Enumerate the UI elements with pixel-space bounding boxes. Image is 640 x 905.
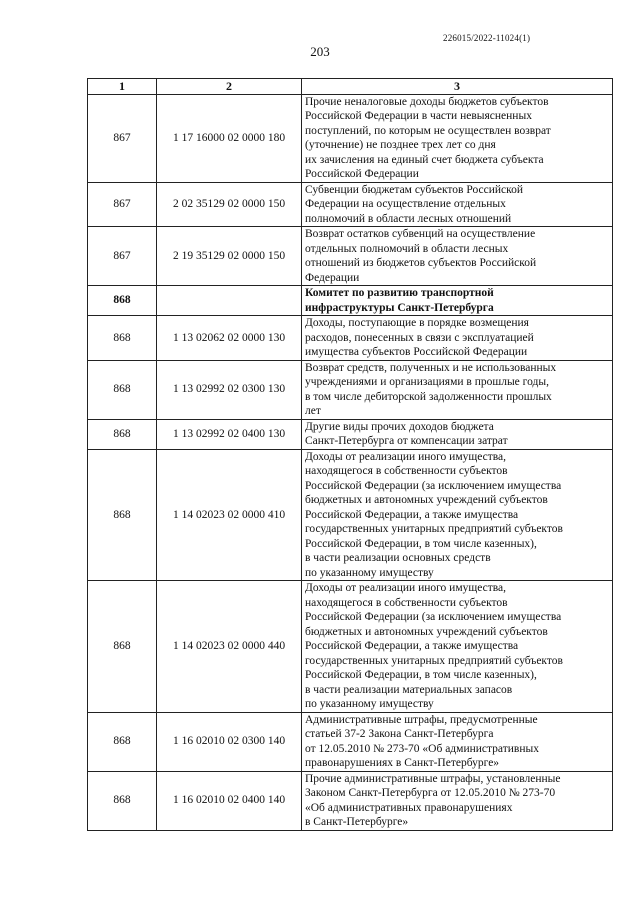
table-row [88,227,613,286]
budget-codes-table [87,78,613,831]
table-body [88,94,613,830]
admin-code-cell: 868 [88,360,157,419]
admin-code-cell: 867 [88,227,157,286]
table-row [88,581,613,713]
budget-classification-code-cell: 1 14 02023 02 0000 410 [157,449,302,581]
admin-code-cell: 868 [88,316,157,361]
budget-classification-code-cell: 1 17 16000 02 0000 180 [157,94,302,182]
income-description-cell: Административные штрафы, предусмотренные статьей 37-2 Закона Санкт-Петербурга от 12.05.2010 № 273-70 «Об административных правонарушениях в Санкт-Петербурге» [302,712,613,771]
document-id: 226015/2022-11024(1) [443,33,531,43]
table-row [88,771,613,830]
table-row [88,316,613,361]
admin-code-cell: 868 [88,419,157,449]
table-row [88,712,613,771]
budget-classification-code-cell: 1 13 02992 02 0300 130 [157,360,302,419]
budget-classification-code-cell: 1 16 02010 02 0400 140 [157,771,302,830]
income-description-cell: Субвенции бюджетам субъектов Российской Федерации на осуществление отдельных полномочий в области лесных отношений [302,182,613,227]
income-description-cell: Прочие неналоговые доходы бюджетов субъектов Российской Федерации в части невыясненных поступлений, по которым не осуществлен возврат (уточнение) не позднее трех лет со дня их зачисления на единый счет бюджета субъекта Российской Федерации [302,94,613,182]
income-description-cell: Возврат остатков субвенций на осуществление отдельных полномочий в области лесных отношений из бюджетов субъектов Российской Федерации [302,227,613,286]
income-description-cell: Доходы от реализации иного имущества, находящегося в собственности субъектов Российской Федерации (за исключением имущества бюджетных и автономных учреждений субъектов Российской Федерации, а также имущества государственных унитарных предприятий субъектов Российской Федерации, в том числе казенных), в части реализации основных средств по указанному имуществу [302,449,613,581]
column-header-1: 1 [88,79,157,95]
admin-code-cell: 867 [88,182,157,227]
table-row [88,182,613,227]
income-description-cell: Возврат средств, полученных и не использованных учреждениями и организациями в прошлые годы, в том числе дебиторской задолженности прошлых лет [302,360,613,419]
admin-code-cell: 868 [88,286,157,316]
budget-classification-code-cell: 1 13 02992 02 0400 130 [157,419,302,449]
admin-code-cell: 868 [88,581,157,713]
table-row [88,449,613,581]
admin-code-cell: 868 [88,771,157,830]
budget-classification-code-cell: 1 16 02010 02 0300 140 [157,712,302,771]
table-header-row [88,79,613,95]
admin-code-cell: 868 [88,712,157,771]
table-row [88,419,613,449]
table-row [88,94,613,182]
income-description-cell: Другие виды прочих доходов бюджета Санкт-Петербурга от компенсации затрат [302,419,613,449]
table-row [88,286,613,316]
income-description-cell: Комитет по развитию транспортной инфраструктуры Санкт-Петербурга [302,286,613,316]
table-row [88,360,613,419]
column-header-3: 3 [302,79,613,95]
budget-classification-code-cell: 2 19 35129 02 0000 150 [157,227,302,286]
budget-classification-code-cell: 1 14 02023 02 0000 440 [157,581,302,713]
budget-classification-code-cell: 1 13 02062 02 0000 130 [157,316,302,361]
income-description-cell: Доходы, поступающие в порядке возмещения расходов, понесенных в связи с эксплуатацией имущества субъектов Российской Федерации [302,316,613,361]
column-header-2: 2 [157,79,302,95]
budget-classification-code-cell: 2 02 35129 02 0000 150 [157,182,302,227]
admin-code-cell: 868 [88,449,157,581]
page-number: 203 [310,44,330,59]
admin-code-cell: 867 [88,94,157,182]
budget-classification-code-cell [157,286,302,316]
income-description-cell: Доходы от реализации иного имущества, находящегося в собственности субъектов Российской Федерации (за исключением имущества бюджетных и автономных учреждений субъектов Российской Федерации, а также имущества государственных унитарных предприятий субъектов Российской Федерации, в том числе казенных), в части реализации материальных запасов по указанному имуществу [302,581,613,713]
income-description-cell: Прочие административные штрафы, установленные Законом Санкт-Петербурга от 12.05.2010 № 273-70 «Об административных правонарушениях в Санкт-Петербурге» [302,771,613,830]
